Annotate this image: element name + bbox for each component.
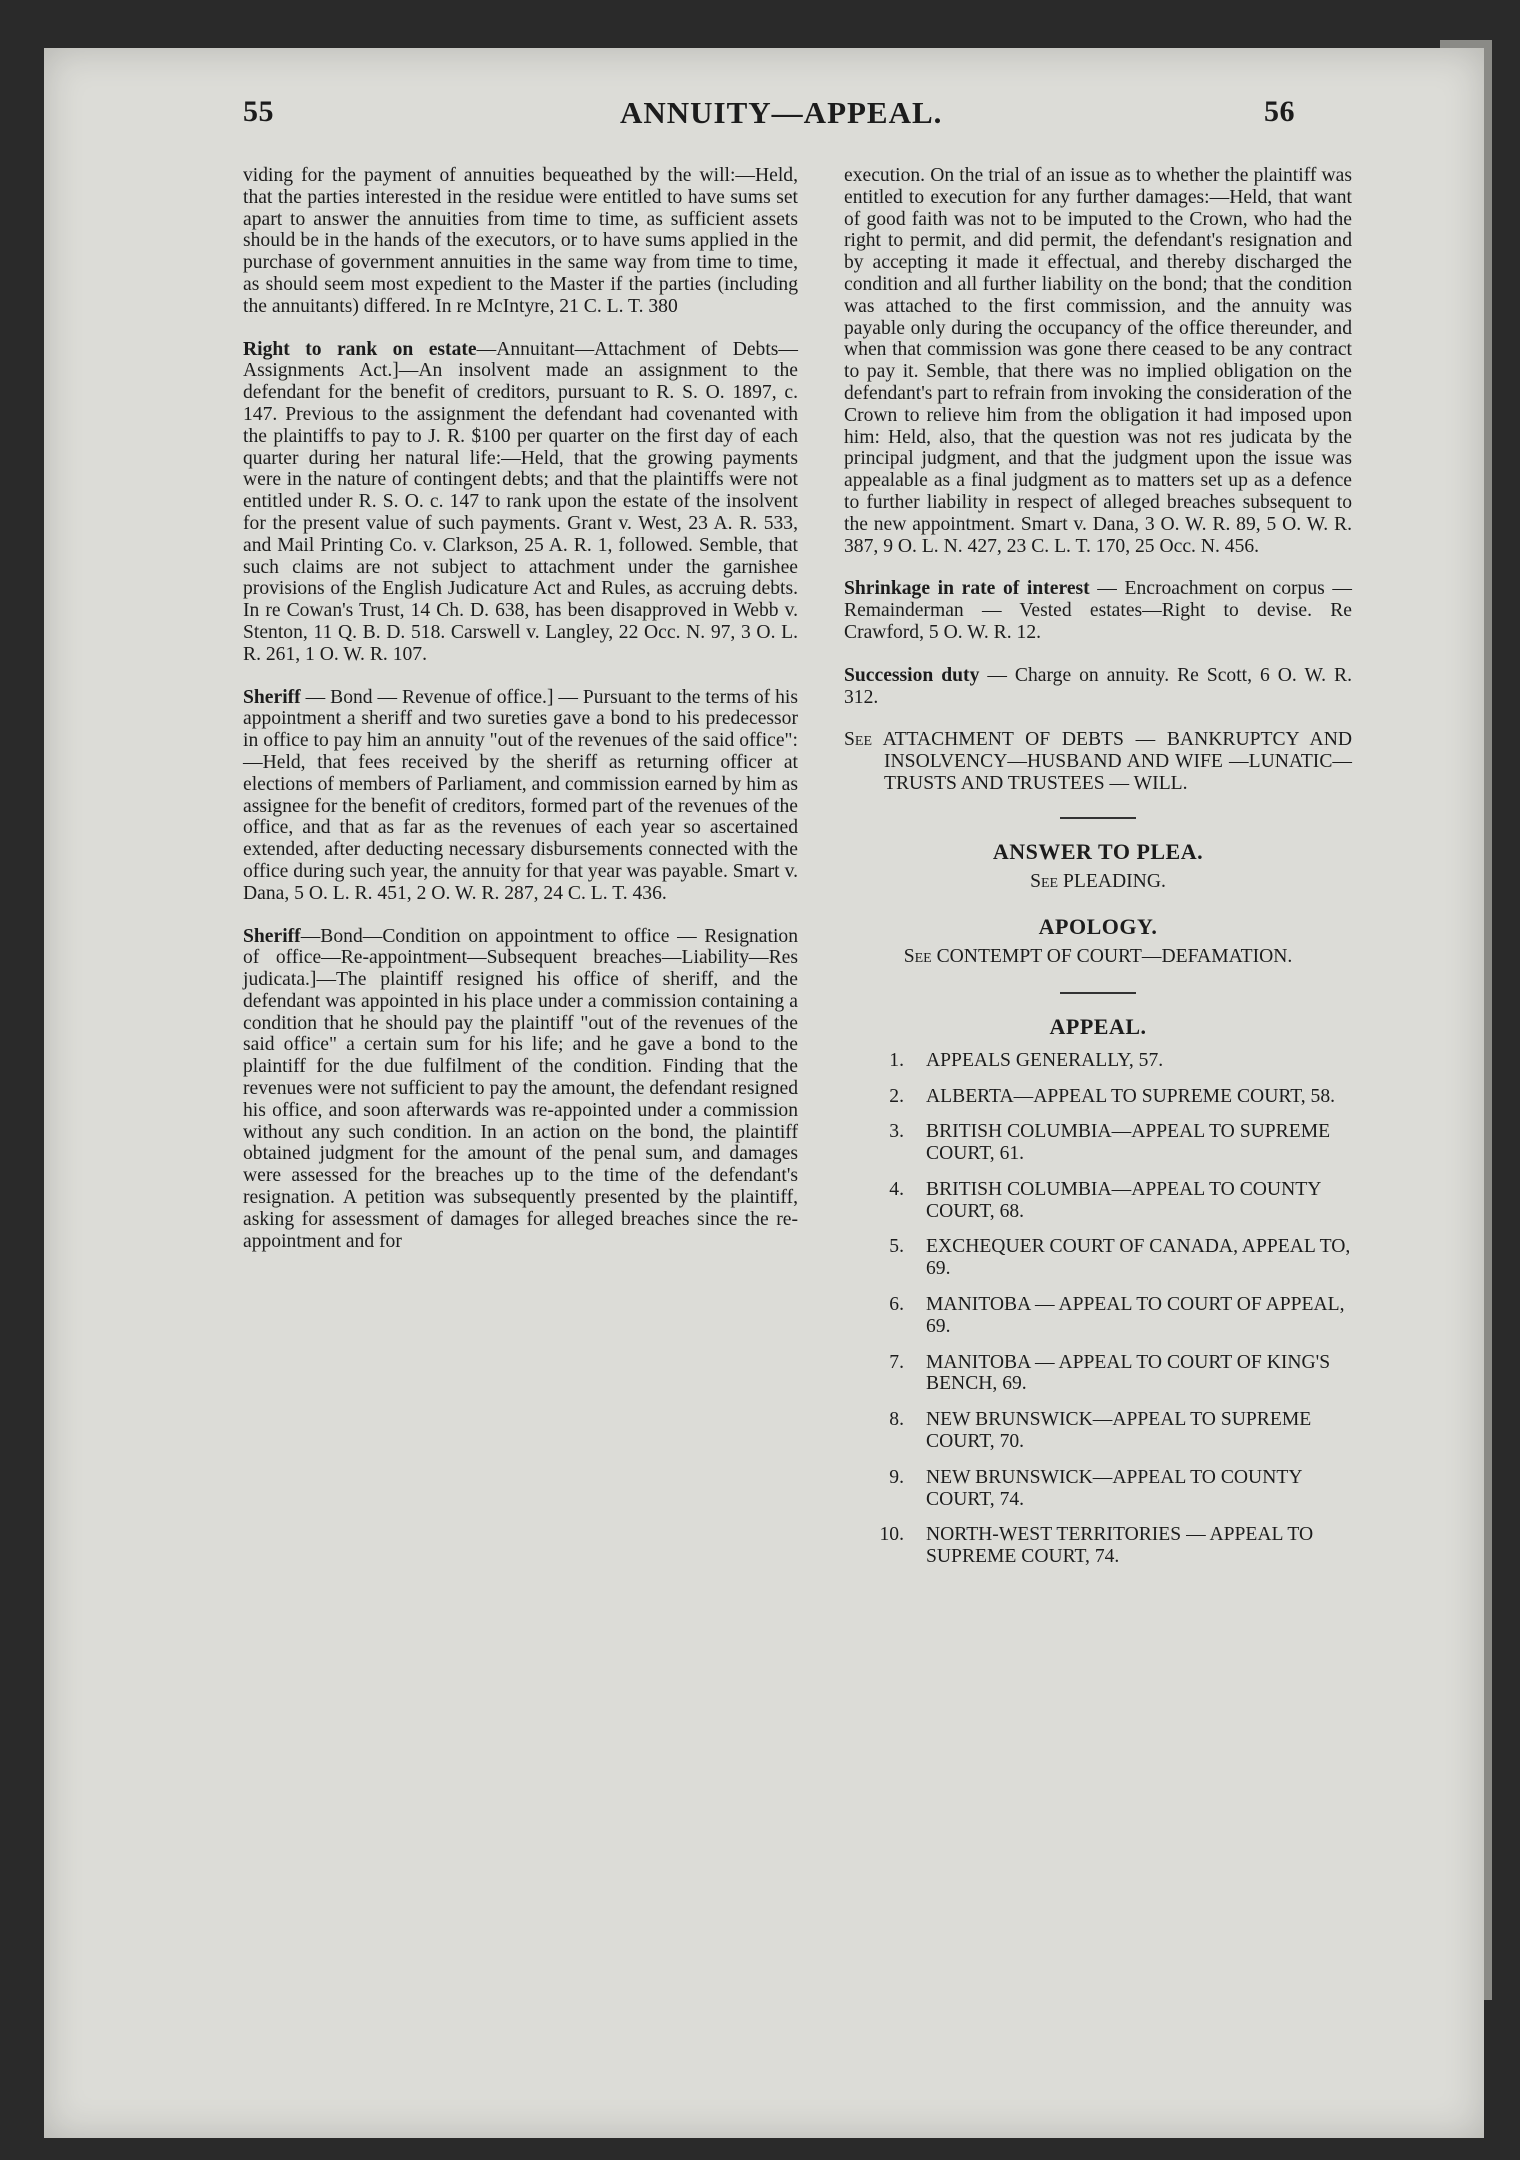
list-item — [844, 1467, 1352, 1511]
section-see-reference: See PLEADING. — [1030, 870, 1166, 892]
item-title: MANITOBA — APPEAL TO COURT OF APPEAL, 69. — [926, 1294, 1345, 1337]
section-appeal — [844, 1013, 1352, 1039]
item-number: 2. — [889, 1085, 904, 1107]
item-title: BRITISH COLUMBIA—APPEAL TO SUPREME COURT, 61. — [926, 1121, 1331, 1165]
section-title: ANSWER TO PLEA. — [992, 838, 1204, 864]
section-apology — [844, 916, 1352, 938]
section-see-reference: See CONTEMPT OF COURT—DEFAMATION. — [903, 946, 1293, 968]
entry-body: —Annuitant—Attachment of Debts—Assignments Act.]—An insolvent made an assignment to the defendant for the benefit of creditors, pursuant to R. S. O. 1897, c. 147. Previous to the assignment the defendant had covenanted with the plaintiffs to pay to J. R. $100 per quarter on the first day of each quarter during her natural life:—Held, that the growing payments were in the nature of contingent debts; and that the plaintiffs were not entitled under R. S. O. c. 147 to rank upon the estate of the insolvent for the present value of such payments. Grant v. West, 23 A. R. 533, and Mail Printing Co. v. Clarkson, 25 A. R. 1, followed. Semble, that such claims are not subject to attachment under the garnishee provisions of the English Judicature Act and Rules, as accruing debts. In re Cowan's Trust, 14 Ch. D. 638, has been disapproved in Webb v. Stenton, 11 Q. B. D. 518. Carswell v. Langley, 22 Occ. N. 97, 3 O. L. R. 261, 1 O. W. R. 107. — [243, 338, 799, 665]
list-item — [844, 1409, 1352, 1453]
see-also-references: See ATTACHMENT OF DEBTS — BANKRUPTCY AND INSOLVENCY—HUSBAND AND WIFE —LUNATIC—TRUSTS AND TRUSTEES — WILL. — [844, 729, 1352, 794]
section-title: APOLOGY. — [1038, 914, 1158, 940]
entry-sheriff-condition — [243, 926, 798, 1253]
item-number: 8. — [889, 1409, 904, 1431]
item-number: 4. — [889, 1178, 904, 1200]
left-column — [243, 165, 798, 1273]
item-title: BRITISH COLUMBIA—APPEAL TO COUNTY COURT, 68. — [926, 1178, 1321, 1222]
continued-entry: execution. On the trial of an issue as to whether the plaintiff was entitled to execution for any further damages:—Held, that want of good faith was not to be imputed to the Crown, who had the right to permit, and did permit, the defendant's resignation and by accepting it made it effectual, and thereby discharged the condition and all further liability on the bond; that the condition was attached to the first commission, and the annuity was payable only during the occupancy of the office thereunder, and when that commission was gone there ceased to be any contract to pay it. Semble, that there was no implied obligation on the defendant's part to refrain from invoking the consideration of the Crown to relieve him from the obligation it had imposed upon him: Held, also, that the question was not res judicata by the principal judgment, and that the judgment upon the issue was appealable as a final judgment as to matters set up as a defence to further liability in respect of alleged breaches subsequent to the new appointment. Smart v. Dana, 3 O. W. R. 89, 5 O. W. R. 387, 9 O. L. N. 427, 23 C. L. T. 170, 25 Occ. N. 456. — [844, 165, 1352, 557]
item-title: EXCHEQUER COURT OF CANADA, APPEAL TO, 69. — [926, 1236, 1351, 1280]
list-item — [844, 1121, 1352, 1165]
item-number: 6. — [889, 1294, 904, 1316]
entry-body: — Encroachment on corpus — Remainderman — Vested estates—Right to devise. Re Crawford, 5 O. W. R. 12. — [844, 578, 1352, 643]
entry-body: —Bond—Condition on appointment to office — Resignation of office—Re-appointment—Subsequent breaches—Liability—Res judicata.]—The plaintiff resigned his office of sheriff, and the defendant was appointed in his place under a commission containing a condition that he should pay the plaintiff "out of the revenues of the said office" a certain sum for his life; and he gave a bond to the plaintiff for the due fulfilment of the condition. Finding that the revenues were not sufficient to pay the amount, the defendant resigned his office, and soon afterwards was re-appointed under a commission without any such condition. In an action on the bond, the plaintiff obtained judgment for the amount of the penal sum, and damages were assessed for the breaches up to the time of the defendant's resignation. A petition was subsequently presented by the plaintiff, asking for assessment of damages for alleged breaches since the re-appointment and for — [243, 925, 798, 1252]
list-item — [844, 1524, 1352, 1568]
entry-sheriff-revenue — [243, 687, 798, 905]
entry-headword: Sheriff — [243, 925, 301, 947]
running-title: ANNUITY—APPEAL. — [620, 95, 943, 130]
list-item — [844, 1294, 1352, 1338]
entry-body: — Bond — Revenue of office.] — Pursuant to the terms of his appointment a sheriff and two sureties gave a bond to his predecessor in office to pay him an annuity "out of the revenues of the said office":—Held, that fees received by the sheriff as returning officer at elections of members of Parliament, and commission earned by him as assignee for the benefit of creditors, formed part of the revenues of the office, and that as far as the revenues of each year so ascertained extended, after deducting necessary disbursements connected with the office during such year, the annuity for that year was payable. Smart v. Dana, 5 O. L. R. 451, 2 O. W. R. 287, 24 C. L. T. 436. — [243, 686, 798, 904]
entry-headword: Succession duty — [844, 664, 980, 686]
entry-right-to-rank — [243, 339, 798, 666]
section-divider — [1060, 992, 1136, 994]
list-item — [844, 1086, 1352, 1108]
entry-succession-duty — [844, 665, 1352, 709]
section-title: APPEAL. — [1049, 1013, 1147, 1039]
item-number: 3. — [889, 1121, 904, 1143]
entry-headword: Sheriff — [243, 686, 301, 708]
item-title: NEW BRUNSWICK—APPEAL TO COUNTY COURT, 74. — [926, 1466, 1302, 1510]
item-number: 7. — [889, 1351, 904, 1373]
entry-headword: Right to rank on estate — [243, 338, 477, 360]
section-divider — [1060, 817, 1136, 819]
left-page-number: 55 — [243, 95, 274, 128]
item-number: 1. — [889, 1049, 904, 1071]
item-number: 9. — [889, 1466, 904, 1488]
appeal-contents-list — [844, 1050, 1352, 1568]
continued-entry: viding for the payment of annuities bequeathed by the will:—Held, that the parties interested in the residue were entitled to have sums set apart to answer the annuities from time to time, as sufficient assets should be in the hands of the executors, or to have sums applied in the purchase of government annuities in the same way from time to time, as should seem most expedient to the Master if the parties (including the annuitants) differed. In re McIntyre, 21 C. L. T. 380 — [243, 165, 798, 317]
item-title: NORTH-WEST TERRITORIES — APPEAL TO SUPREME COURT, 74. — [926, 1524, 1314, 1568]
list-item — [844, 1179, 1352, 1223]
item-number: 5. — [889, 1236, 904, 1258]
entry-shrinkage — [844, 578, 1352, 643]
item-title: ALBERTA—APPEAL TO SUPREME COURT, 58. — [926, 1085, 1336, 1107]
item-title: NEW BRUNSWICK—APPEAL TO SUPREME COURT, 70. — [926, 1409, 1312, 1453]
item-title: MANITOBA — APPEAL TO COURT OF KING'S BENCH, 69. — [926, 1351, 1331, 1395]
right-page-number: 56 — [1264, 95, 1295, 128]
item-title: APPEALS GENERALLY, 57. — [926, 1049, 1164, 1071]
right-column — [844, 165, 1352, 1582]
list-item — [844, 1236, 1352, 1280]
list-item — [844, 1050, 1352, 1072]
entry-body: — Charge on annuity. Re Scott, 6 O. W. R. 312. — [844, 664, 1352, 708]
list-item — [844, 1352, 1352, 1396]
item-number: 10. — [879, 1524, 904, 1546]
section-answer-to-plea — [844, 838, 1352, 864]
entry-headword: Shrinkage in rate of interest — [844, 578, 1090, 600]
